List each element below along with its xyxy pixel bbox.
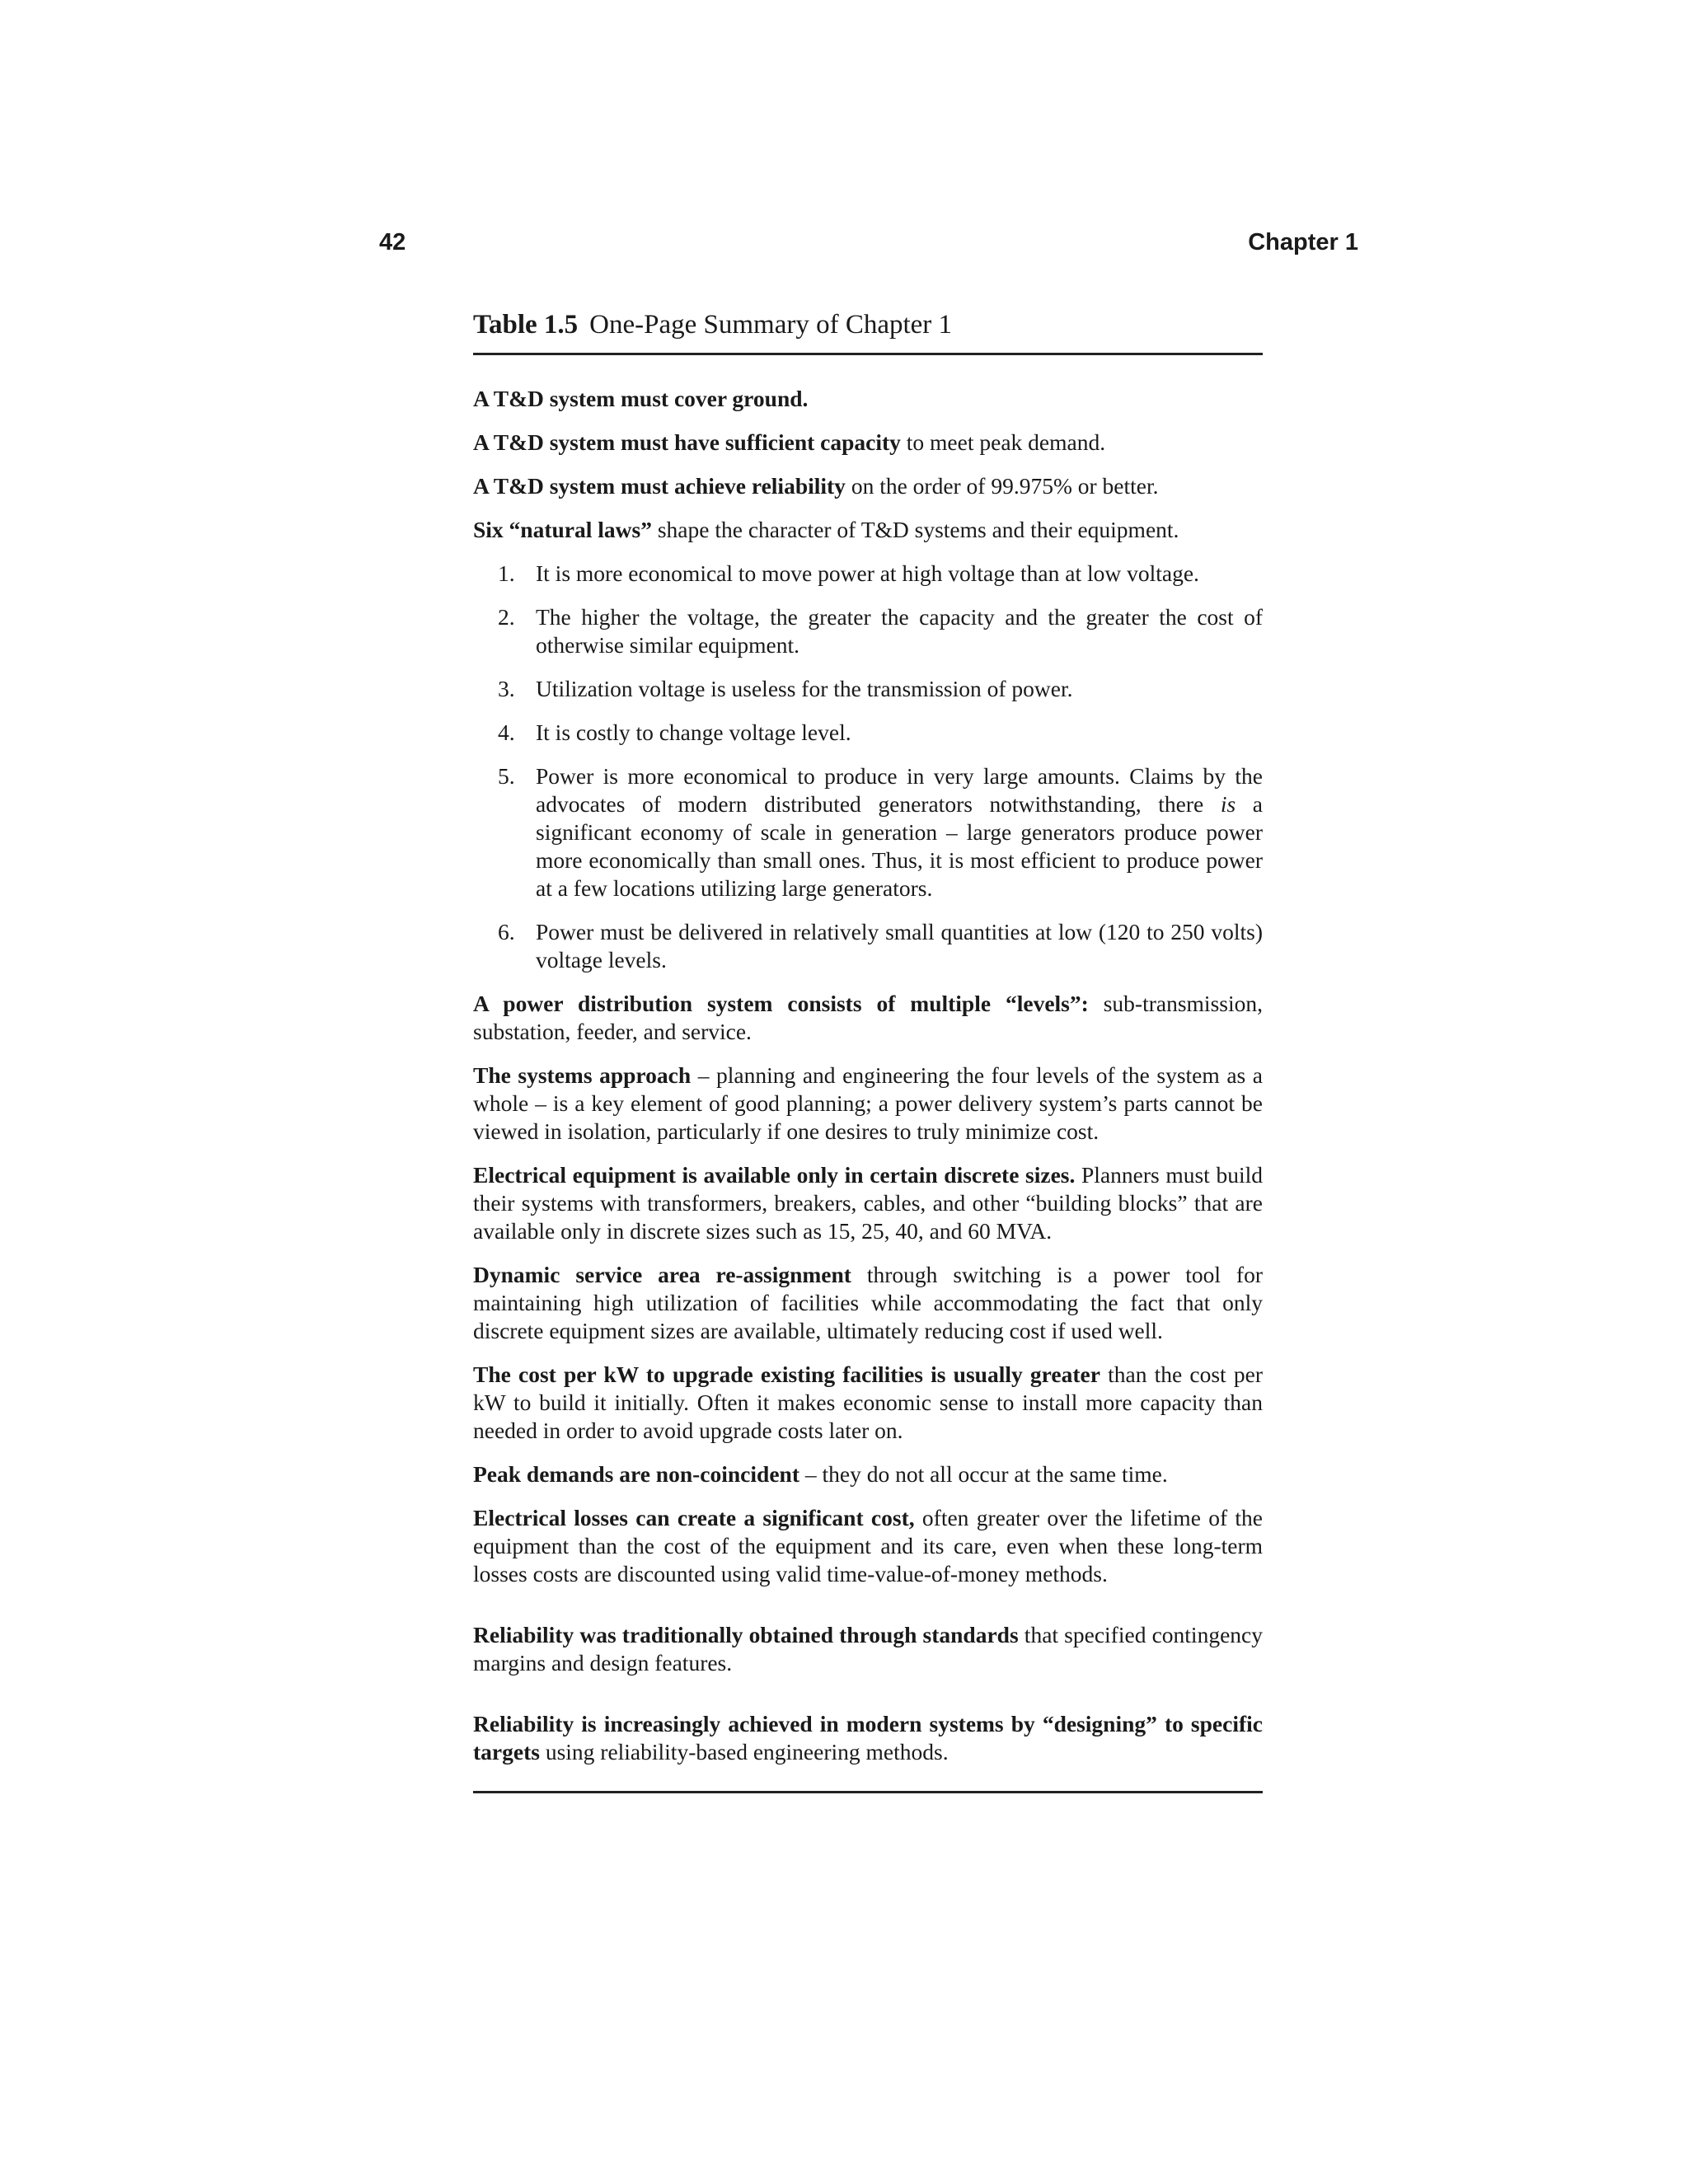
table-bottom-rule (473, 1791, 1263, 1793)
table-caption (473, 307, 1263, 355)
law-text: a significant economy of scale in generation – large generators produce power more economically than small ones. Thus, it is most efficient to produce power at a few locations utilizing large generators. (536, 791, 1263, 901)
natural-laws-list (473, 560, 1263, 974)
point-text: than the cost per kW to build it initially. Often it makes economic sense to install more capacity than needed in order to avoid upgrade costs later on. (473, 1361, 1263, 1443)
summary-point (473, 516, 1263, 544)
law-text: Power is more economical to produce in very large amounts. Claims by the advocates of modern distributed generators notwithstanding, there (536, 763, 1263, 817)
point-bold: A power distribution system consists of multiple “levels”: (473, 991, 1089, 1016)
summary-point (473, 1161, 1263, 1245)
point-bold: Dynamic service area re-assignment (473, 1262, 851, 1287)
summary-point (473, 1062, 1263, 1146)
summary-point (473, 472, 1263, 500)
point-bold: Peak demands are non-coincident (473, 1461, 799, 1487)
law-item (473, 762, 1263, 902)
table-title: One-Page Summary of Chapter 1 (589, 310, 953, 340)
summary-point (473, 385, 1263, 413)
point-text: using reliability-based engineering methods. (539, 1739, 949, 1765)
law-number: 4. (498, 719, 515, 745)
summary-point (473, 1361, 1263, 1445)
point-bold: A T&D system must achieve reliability (473, 473, 846, 499)
summary-point (473, 1621, 1263, 1677)
law-number: 3. (498, 676, 515, 701)
table-summary (473, 307, 1263, 1793)
running-head (379, 229, 1358, 262)
law-text: It is more economical to move power at high voltage than at low voltage. (536, 560, 1199, 586)
point-text: Planners must build their systems with transformers, breakers, cables, and other “building blocks” that are available only in discrete sizes such as 15, 25, 40, and 60 MVA. (473, 1162, 1263, 1244)
page-number: 42 (379, 229, 406, 255)
law-item (473, 675, 1263, 703)
law-number: 2. (498, 604, 515, 630)
table-label: Table 1.5 (473, 310, 579, 340)
summary-point (473, 429, 1263, 457)
summary-point (473, 990, 1263, 1046)
point-bold: Six “natural laws” (473, 517, 652, 542)
point-bold: A T&D system must cover ground. (473, 386, 809, 411)
law-item (473, 560, 1263, 588)
summary-point (473, 1261, 1263, 1345)
point-text: – they do not all occur at the same time. (799, 1461, 1168, 1487)
point-text: – planning and engineering the four levels of the system as a whole – is a key element of good planning; a power delivery system’s parts cannot be viewed in isolation, particularly if one desires to truly minimize cost. (473, 1062, 1263, 1144)
point-bold: Electrical equipment is available only in certain discrete sizes. (473, 1162, 1076, 1188)
point-bold: Electrical losses can create a significant cost, (473, 1505, 915, 1530)
law-number: 1. (498, 560, 515, 586)
point-text: often greater over the lifetime of the equipment than the cost of the equipment and its care, even when these long-term losses costs are discounted using valid time-value-of-money methods. (473, 1505, 1263, 1586)
law-number: 5. (498, 763, 515, 789)
point-bold: The systems approach (473, 1062, 692, 1088)
law-item (473, 603, 1263, 659)
summary-point (473, 1710, 1263, 1766)
point-bold: Reliability is increasingly achieved in modern systems by “designing” to specific targets (473, 1711, 1263, 1765)
summary-point (473, 1504, 1263, 1588)
point-text: that specified contingency margins and design features. (473, 1622, 1263, 1675)
law-number: 6. (498, 919, 515, 944)
law-emphasis: is (1220, 791, 1236, 817)
summary-point (473, 1460, 1263, 1488)
law-text: The higher the voltage, the greater the capacity and the greater the cost of otherwise similar equipment. (536, 604, 1263, 658)
chapter-label: Chapter 1 (1248, 229, 1358, 255)
point-text: sub-transmission, substation, feeder, and service. (473, 991, 1263, 1044)
point-bold: Reliability was traditionally obtained through standards (473, 1622, 1019, 1647)
point-text: to meet peak demand. (900, 429, 1106, 455)
point-text: on the order of 99.975% or better. (845, 473, 1159, 499)
law-text: Power must be delivered in relatively small quantities at low (120 to 250 volts) voltage levels. (536, 919, 1263, 972)
point-text: shape the character of T&D systems and their equipment. (651, 517, 1179, 542)
point-text: through switching is a power tool for maintaining high utilization of facilities while accommodating the fact that only discrete equipment sizes are available, ultimately reducing cost if used well. (473, 1262, 1263, 1343)
law-item (473, 918, 1263, 974)
law-item (473, 719, 1263, 747)
point-bold: The cost per kW to upgrade existing facilities is usually greater (473, 1361, 1100, 1387)
law-text: Utilization voltage is useless for the transmission of power. (536, 676, 1073, 701)
law-text: It is costly to change voltage level. (536, 719, 851, 745)
point-bold: A T&D system must have sufficient capacity (473, 429, 901, 455)
